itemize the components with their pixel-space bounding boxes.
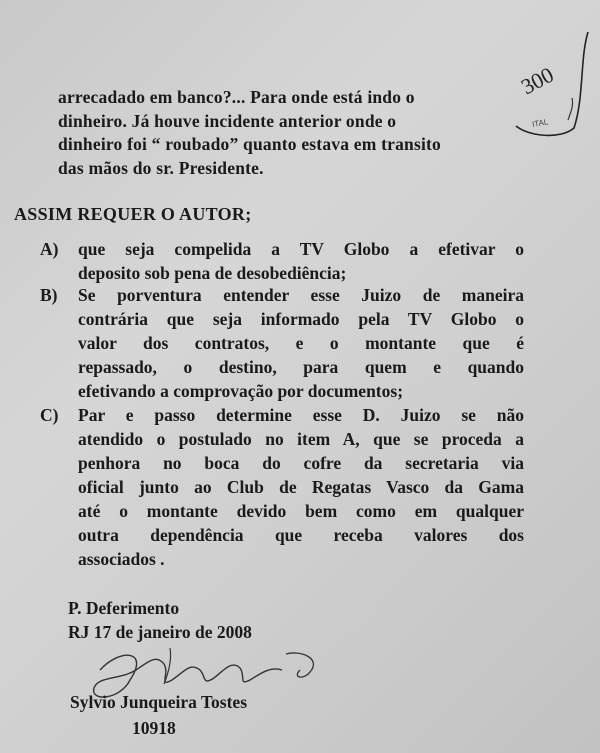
item-line: deposito sob pena de desobediência; xyxy=(78,263,347,283)
item-line: efetivando a comprovação por documentos; xyxy=(78,381,404,401)
paragraph-line: arrecadado em banco?... Para onde está indo o xyxy=(58,87,415,107)
section-heading: ASSIM REQUER O AUTOR; xyxy=(14,204,252,224)
paragraph-line: das mãos do sr. Presidente. xyxy=(58,157,264,178)
item-marker: A) xyxy=(40,239,59,259)
stamp-number: 300 xyxy=(516,61,558,100)
stamp-small-text: ITAL xyxy=(531,117,550,129)
item-line: penhora no boca do cofre da secretaria via xyxy=(78,453,524,473)
item-line: oficial junto ao Club de Regatas Vasco da Gama xyxy=(78,477,524,497)
item-line: até o montante devido bem como em qualquer xyxy=(78,501,524,521)
item-line: que seja compelida a TV Globo a efetivar o xyxy=(78,239,524,259)
item-marker: C) xyxy=(40,405,59,425)
date-line: RJ 17 de janeiro de 2008 xyxy=(68,622,252,642)
item-line: contrária que seja informado pela TV Globo o xyxy=(78,309,524,329)
signer-number: 10918 xyxy=(132,718,176,738)
opening-paragraph xyxy=(58,86,518,180)
item-line: associados . xyxy=(78,549,165,569)
item-line: Se porventura entender esse Juizo de maneira xyxy=(78,285,524,305)
item-line: Par e passo determine esse D. Juizo se não xyxy=(78,405,524,425)
signer-name: Sylvio Junqueira Tostes xyxy=(70,692,247,712)
item-line: outra dependência que receba valores dos xyxy=(78,525,524,545)
paragraph-line: dinheiro. Já houve incidente anterior onde o xyxy=(58,110,397,131)
paragraph-line: dinheiro foi “ roubado” quanto estava em transito xyxy=(58,134,442,154)
deferment-text: P. Deferimento xyxy=(68,598,180,618)
item-line: repassado, o destino, para quem e quando xyxy=(78,357,524,377)
item-line: atendido o postulado no item A, que se proceda a xyxy=(78,429,524,449)
item-marker: B) xyxy=(40,285,58,305)
item-line: valor dos contratos, e o montante que é xyxy=(78,333,524,353)
